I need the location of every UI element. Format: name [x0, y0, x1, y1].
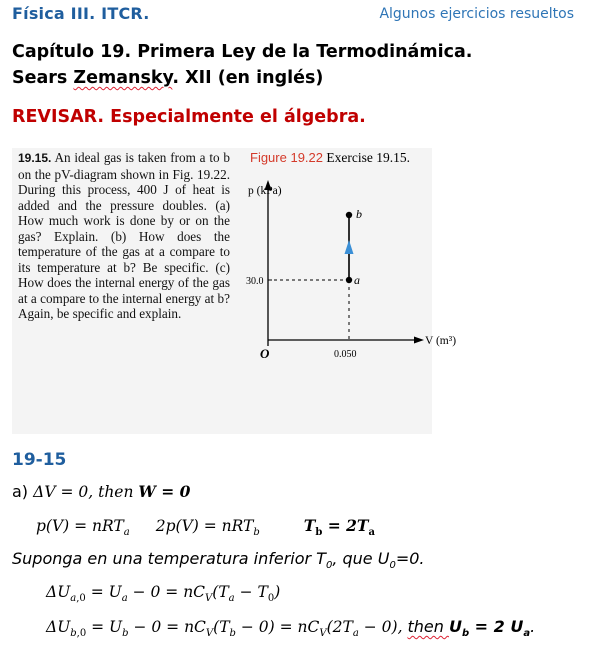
point-a-label: a: [354, 273, 360, 287]
solution-line-temperatures: p(V) = nRT$_a$ 2p(V) = nRT$_b$ $T_b = 2T_a$: [36, 516, 375, 539]
x-axis-label: V (m³): [425, 335, 457, 347]
pv-diagram: [240, 168, 457, 368]
point-a-dot: [346, 277, 352, 283]
process-arrow: [345, 240, 354, 254]
y-tick-label: 30.0: [246, 276, 264, 287]
solution-line-ub: $\Delta U_{b,0} = U_b - 0 = nC_V(T_b - 0) = nC_V(2T_a - 0)$, then $U_b = 2$ $U_a$.: [46, 617, 536, 640]
solution-assumption: Suponga en una temperatura inferior $T_0$, que $U_0=0$.: [12, 549, 425, 572]
review-note: REVISAR. Especialmente el álgebra.: [12, 107, 366, 127]
solution-line-ua: $\Delta U_{a,0} = U_a - 0 = nC_V(T_a - T_0)$: [46, 583, 281, 605]
origin-label: O: [260, 346, 270, 361]
y-axis-label: p (kPa): [248, 185, 282, 197]
book-title: Sears Zemansky. XII (en inglés): [12, 68, 324, 88]
solution-heading: 19-15: [12, 450, 67, 470]
point-b-dot: [346, 212, 352, 218]
solution-line-work: a) ΔV = 0, then W = 0: [12, 482, 191, 501]
header-course: Física III. ITCR.: [12, 4, 150, 23]
x-tick-label: 0.050: [334, 349, 357, 360]
figure-caption: Figure 19.22 Exercise 19.15.: [250, 150, 410, 165]
author-name: Zemansky: [73, 68, 173, 88]
header-subtitle: Algunos ejercicios resueltos: [379, 6, 574, 22]
x-axis-arrowhead: [414, 337, 424, 344]
problem-statement: 19.15. An ideal gas is taken from a to b on the pV-diagram shown in Fig. 19.22. During this process, 400 J of heat is added and the pressure doubles. (a) How much work is done by or on the gas? Explain. (b) How does the temperature of the gas at a compare to its temperature at b? Be specific. (c) How does the internal energy of the gas at a compare to the internal energy at b? Again, be specific and explain.: [18, 150, 230, 321]
point-b-label: b: [356, 207, 362, 221]
chapter-title: Capítulo 19. Primera Ley de la Termodinámica.: [12, 42, 473, 62]
